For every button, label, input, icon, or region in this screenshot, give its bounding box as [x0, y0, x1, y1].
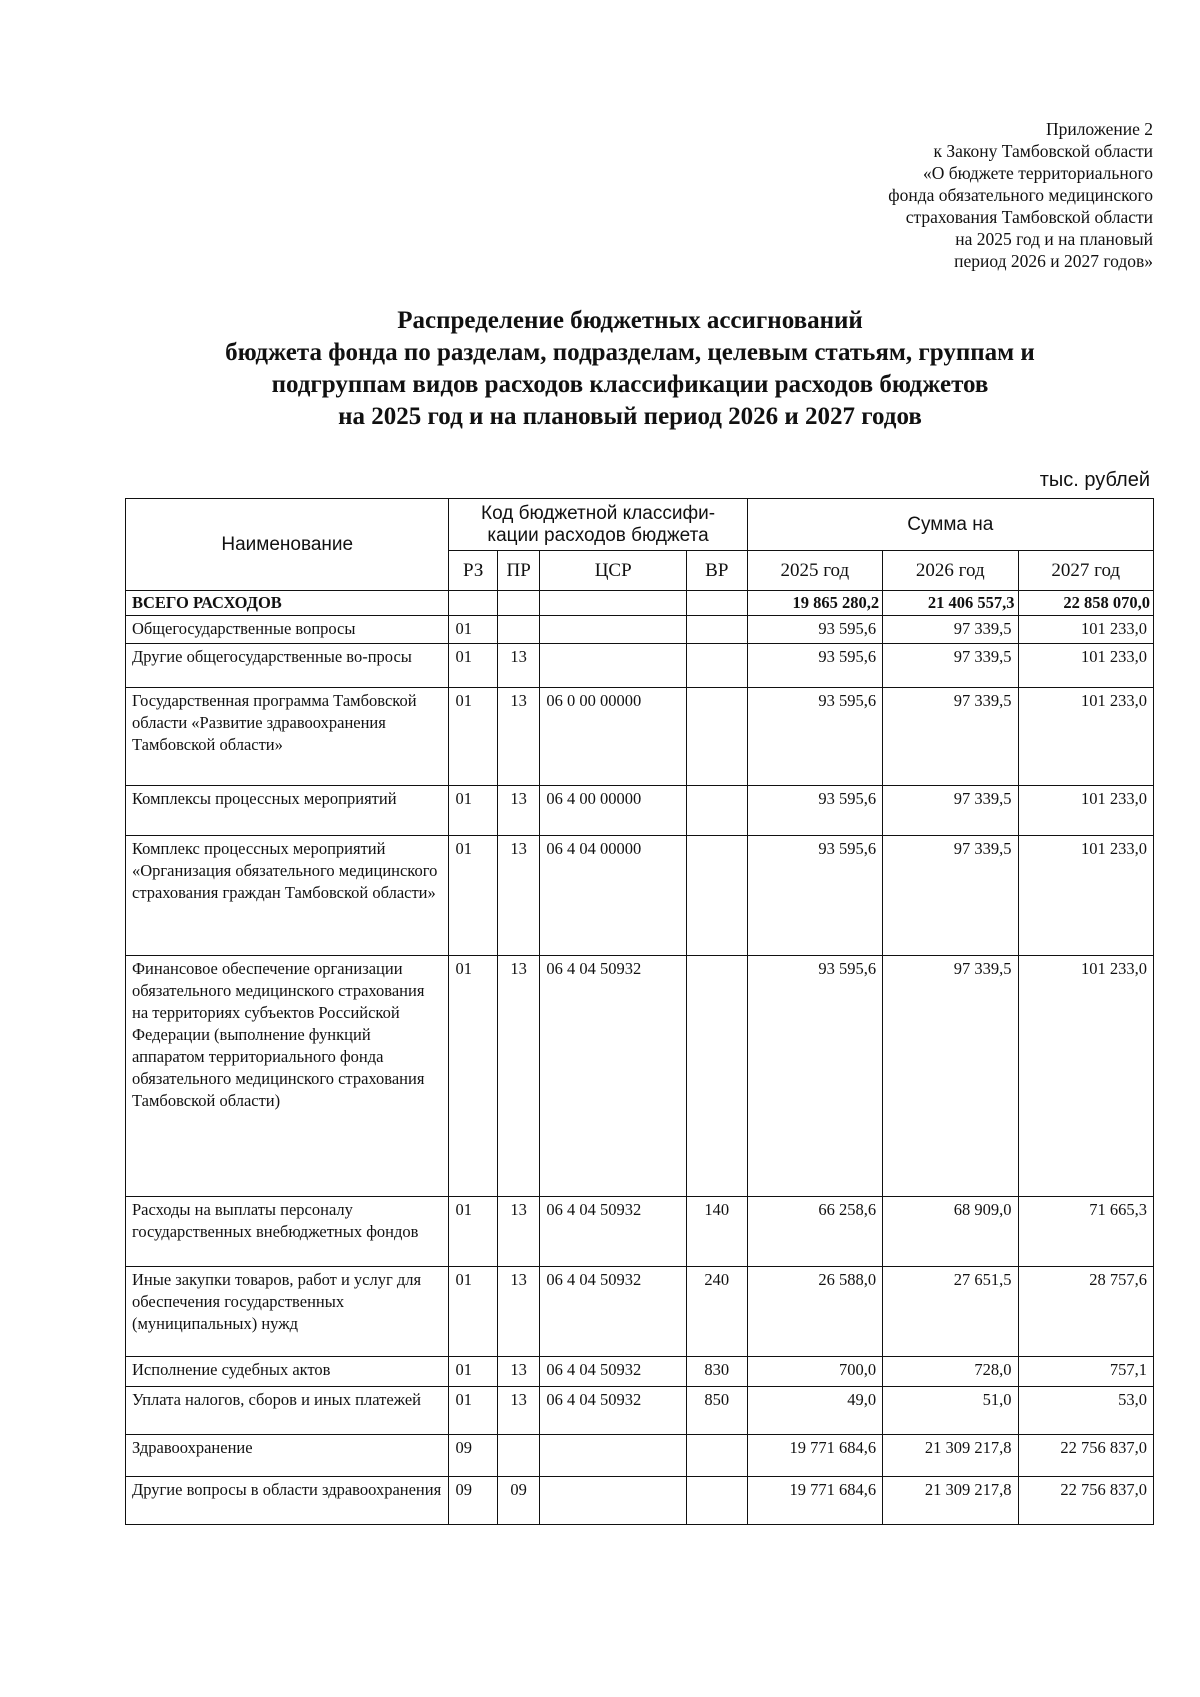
cell-vr: [686, 591, 747, 616]
cell-pr: 13: [497, 688, 539, 786]
appendix-line: к Закону Тамбовской области: [933, 141, 1153, 161]
cell-2026: 97 339,5: [883, 644, 1018, 688]
cell-csr: 06 4 04 00000: [540, 836, 687, 956]
cell-pr: [497, 616, 539, 644]
cell-name: Исполнение судебных актов: [126, 1357, 449, 1387]
cell-rz: 01: [449, 1357, 498, 1387]
total-row: [126, 591, 1154, 616]
cell-rz: 01: [449, 836, 498, 956]
cell-2025: 700,0: [747, 1357, 882, 1387]
title-line: бюджета фонда по разделам, подразделам, целевым статьям, группам и: [225, 339, 1035, 366]
cell-rz: 01: [449, 616, 498, 644]
header-code-group: Код бюджетной классифи-кации расходов бюджета: [449, 499, 747, 551]
header-rz: РЗ: [449, 551, 498, 591]
appendix-line: «О бюджете территориального: [923, 163, 1153, 183]
title-line: подгруппам видов расходов классификации расходов бюджетов: [271, 371, 989, 398]
cell-2025: 19 865 280,2: [747, 591, 882, 616]
header-2026: 2026 год: [883, 551, 1018, 591]
cell-2025: 93 595,6: [747, 616, 882, 644]
table-row: [126, 688, 1154, 786]
cell-2026: 97 339,5: [883, 688, 1018, 786]
table-row: [126, 1477, 1154, 1525]
header-2027: 2027 год: [1018, 551, 1154, 591]
cell-2025: 93 595,6: [747, 956, 882, 1197]
cell-2026: 97 339,5: [883, 836, 1018, 956]
cell-2025: 93 595,6: [747, 688, 882, 786]
cell-2027: 22 756 837,0: [1018, 1477, 1154, 1525]
cell-rz: 01: [449, 1197, 498, 1267]
cell-vr: [686, 616, 747, 644]
cell-rz: 09: [449, 1435, 498, 1477]
cell-2027: 22 858 070,0: [1018, 591, 1154, 616]
cell-2025: 19 771 684,6: [747, 1435, 882, 1477]
cell-name: Комплексы процессных мероприятий: [126, 786, 449, 836]
cell-csr: [540, 1477, 687, 1525]
cell-2027: 101 233,0: [1018, 786, 1154, 836]
header-name: Наименование: [126, 499, 449, 591]
cell-name: Другие вопросы в области здравоохранения: [126, 1477, 449, 1525]
appendix-note: [800, 118, 1153, 272]
table-row: [126, 786, 1154, 836]
units-label: тыс. рублей: [1039, 469, 1150, 491]
cell-pr: 13: [497, 1357, 539, 1387]
cell-csr: 06 4 04 50932: [540, 1197, 687, 1267]
appendix-line: период 2026 и 2027 годов»: [954, 251, 1153, 271]
cell-vr: 140: [686, 1197, 747, 1267]
table-row: [126, 836, 1154, 956]
cell-pr: 13: [497, 836, 539, 956]
cell-vr: 850: [686, 1387, 747, 1435]
title-line: на 2025 год и на плановый период 2026 и 2027 годов: [338, 403, 922, 430]
cell-rz: 01: [449, 1387, 498, 1435]
cell-pr: [497, 591, 539, 616]
cell-2025: 19 771 684,6: [747, 1477, 882, 1525]
cell-name: ВСЕГО РАСХОДОВ: [126, 591, 449, 616]
cell-csr: [540, 616, 687, 644]
cell-name: Здравоохранение: [126, 1435, 449, 1477]
cell-vr: [686, 644, 747, 688]
cell-name: Уплата налогов, сборов и иных платежей: [126, 1387, 449, 1435]
cell-2026: 97 339,5: [883, 786, 1018, 836]
cell-2027: 101 233,0: [1018, 616, 1154, 644]
cell-vr: 240: [686, 1267, 747, 1357]
cell-vr: [686, 836, 747, 956]
cell-2025: 93 595,6: [747, 786, 882, 836]
cell-2027: 22 756 837,0: [1018, 1435, 1154, 1477]
cell-2027: 71 665,3: [1018, 1197, 1154, 1267]
appendix-line: на 2025 год и на плановый: [955, 229, 1153, 249]
cell-2027: 757,1: [1018, 1357, 1154, 1387]
cell-2027: 101 233,0: [1018, 644, 1154, 688]
cell-2026: 51,0: [883, 1387, 1018, 1435]
header-sum-group: Сумма на: [747, 499, 1153, 551]
cell-2026: 68 909,0: [883, 1197, 1018, 1267]
cell-csr: 06 4 00 00000: [540, 786, 687, 836]
cell-pr: 13: [497, 1387, 539, 1435]
cell-name: Иные закупки товаров, работ и услуг для обеспечения государственных (муниципальных) нужд: [126, 1267, 449, 1357]
cell-rz: [449, 591, 498, 616]
cell-2027: 101 233,0: [1018, 836, 1154, 956]
cell-name: Расходы на выплаты персоналу государственных внебюджетных фондов: [126, 1197, 449, 1267]
cell-2027: 101 233,0: [1018, 956, 1154, 1197]
cell-name: Общегосударственные вопросы: [126, 616, 449, 644]
cell-name: Государственная программа Тамбовской области «Развитие здравоохранения Тамбовской области»: [126, 688, 449, 786]
table-row: [126, 956, 1154, 1197]
appendix-line: Приложение 2: [1045, 119, 1153, 139]
cell-vr: 830: [686, 1357, 747, 1387]
cell-rz: 01: [449, 956, 498, 1197]
header-csr: ЦСР: [540, 551, 687, 591]
cell-vr: [686, 1435, 747, 1477]
cell-pr: 13: [497, 644, 539, 688]
cell-vr: [686, 688, 747, 786]
cell-vr: [686, 956, 747, 1197]
cell-pr: 13: [497, 956, 539, 1197]
cell-vr: [686, 786, 747, 836]
header-pr: ПР: [497, 551, 539, 591]
cell-name: Комплекс процессных мероприятий «Организация обязательного медицинского страхования граждан Тамбовской области»: [126, 836, 449, 956]
cell-name: Финансовое обеспечение организации обязательного медицинского страхования на территориях субъектов Российской Федерации (выполнение функций аппаратом территориального фонда обязательного медицинского страхования Тамбовской области): [126, 956, 449, 1197]
cell-2027: 53,0: [1018, 1387, 1154, 1435]
table-row: [126, 1387, 1154, 1435]
cell-2026: 21 309 217,8: [883, 1477, 1018, 1525]
header-2025: 2025 год: [747, 551, 882, 591]
cell-2026: 21 406 557,3: [883, 591, 1018, 616]
cell-2025: 26 588,0: [747, 1267, 882, 1357]
cell-2027: 28 757,6: [1018, 1267, 1154, 1357]
table-row: [126, 644, 1154, 688]
document-title: [110, 305, 1150, 433]
cell-pr: [497, 1435, 539, 1477]
cell-vr: [686, 1477, 747, 1525]
cell-rz: 01: [449, 786, 498, 836]
cell-pr: 13: [497, 1267, 539, 1357]
cell-pr: 13: [497, 786, 539, 836]
table-row: [126, 1267, 1154, 1357]
cell-2026: 21 309 217,8: [883, 1435, 1018, 1477]
cell-rz: 01: [449, 1267, 498, 1357]
cell-name: Другие общегосударственные во-просы: [126, 644, 449, 688]
cell-2025: 49,0: [747, 1387, 882, 1435]
cell-2027: 101 233,0: [1018, 688, 1154, 786]
appendix-line: фонда обязательного медицинского: [888, 185, 1153, 205]
cell-2026: 97 339,5: [883, 956, 1018, 1197]
cell-csr: 06 0 00 00000: [540, 688, 687, 786]
cell-2026: 97 339,5: [883, 616, 1018, 644]
cell-2025: 93 595,6: [747, 644, 882, 688]
cell-csr: 06 4 04 50932: [540, 1357, 687, 1387]
cell-pr: 13: [497, 1197, 539, 1267]
cell-csr: [540, 1435, 687, 1477]
cell-2026: 728,0: [883, 1357, 1018, 1387]
cell-2026: 27 651,5: [883, 1267, 1018, 1357]
cell-rz: 01: [449, 688, 498, 786]
cell-pr: 09: [497, 1477, 539, 1525]
header-vr: ВР: [686, 551, 747, 591]
table-row: [126, 1197, 1154, 1267]
table-row: [126, 616, 1154, 644]
cell-2025: 66 258,6: [747, 1197, 882, 1267]
budget-table: [125, 498, 1154, 1525]
cell-2025: 93 595,6: [747, 836, 882, 956]
cell-csr: 06 4 04 50932: [540, 1267, 687, 1357]
cell-csr: 06 4 04 50932: [540, 1387, 687, 1435]
title-line: Распределение бюджетных ассигнований: [397, 307, 863, 334]
cell-rz: 01: [449, 644, 498, 688]
table-row: [126, 1435, 1154, 1477]
cell-csr: 06 4 04 50932: [540, 956, 687, 1197]
table-row: [126, 1357, 1154, 1387]
appendix-line: страхования Тамбовской области: [905, 207, 1153, 227]
cell-rz: 09: [449, 1477, 498, 1525]
cell-csr: [540, 591, 687, 616]
cell-csr: [540, 644, 687, 688]
